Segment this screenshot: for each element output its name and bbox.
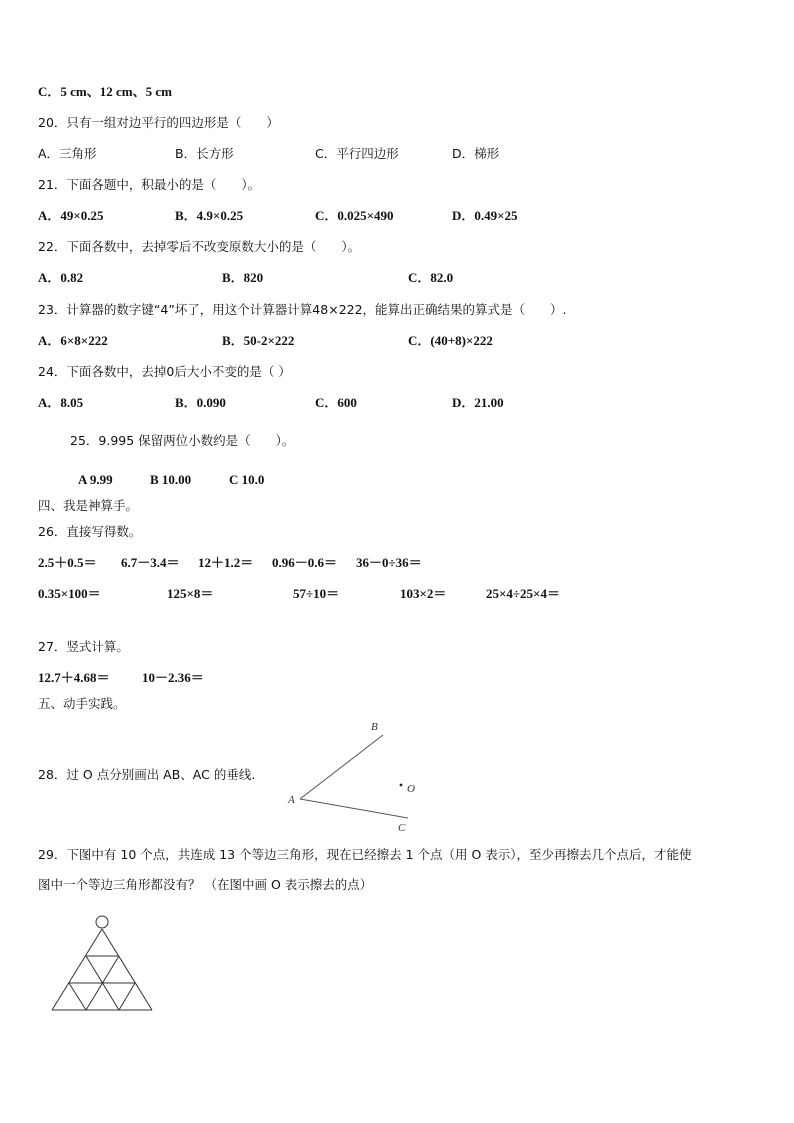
q25-option-c: C 10.0: [229, 472, 265, 487]
q21-option-a: A．49×0.25: [38, 208, 104, 223]
q29-stem-line2: 图中一个等边三角形都没有？ （在图中画 O 表示擦去的点）: [38, 877, 373, 892]
q20-option-b: B．长方形: [175, 146, 234, 161]
q27-expr: 10－2.36＝: [142, 670, 204, 685]
q24-stem: 24．下面各数中，去掉0后大小不变的是（ ）: [38, 364, 291, 379]
q26-expr: 6.7－3.4＝: [121, 555, 180, 570]
q26-expr: 2.5＋0.5＝: [38, 555, 97, 570]
q26-expr: 25×4÷25×4＝: [486, 586, 560, 601]
q21-stem: 21．下面各题中，积最小的是（ ）。: [38, 177, 261, 192]
angle-diagram: [280, 712, 430, 837]
section4-title: 四、我是神算手。: [38, 498, 139, 513]
q26-stem: 26．直接写得数。: [38, 524, 142, 539]
triangle-grid: [48, 912, 160, 1016]
q26-expr: 12＋1.2＝: [198, 555, 254, 570]
q26-expr: 103×2＝: [400, 586, 447, 601]
q24-option-a: A．8.05: [38, 395, 84, 410]
q26-expr: 0.35×100＝: [38, 586, 101, 601]
q24-option-b: B．0.090: [175, 395, 226, 410]
section5-title: 五、动手实践。: [38, 696, 126, 711]
q20-stem: 20．只有一组对边平行的四边形是（ ）: [38, 115, 279, 130]
q21-option-d: D．0.49×25: [452, 208, 518, 223]
q28-stem: 28．过 O 点分别画出 AB、AC 的垂线.: [38, 767, 256, 782]
q22-stem: 22．下面各数中，去掉零后不改变原数大小的是（ ）。: [38, 239, 361, 254]
q22-option-c: C．82.0: [408, 270, 454, 285]
q22-option-a: A．0.82: [38, 270, 84, 285]
q26-expr: 125×8＝: [167, 586, 214, 601]
q23-option-c: C．(40+8)×222: [408, 333, 493, 348]
q26-expr: 57÷10＝: [293, 586, 340, 601]
q21-option-c: C．0.025×490: [315, 208, 394, 223]
label-c: C: [398, 822, 406, 834]
q29-stem-line1: 29．下图中有 10 个点，共连成 13 个等边三角形，现在已经擦去 1 个点（用 O 表示），至少再擦去几个点后，才能使: [38, 847, 692, 862]
label-o: O: [407, 783, 415, 795]
q23-option-a: A．6×8×222: [38, 333, 108, 348]
q27-expr: 12.7＋4.68＝: [38, 670, 110, 685]
q24-option-c: C．600: [315, 395, 357, 410]
ray-ab: [300, 735, 383, 799]
q20-option-d: D．梯形: [452, 146, 500, 161]
q23-option-b: B．50-2×222: [222, 333, 295, 348]
label-a: A: [288, 794, 295, 806]
q25-option-a: A 9.99: [78, 472, 113, 487]
ray-ac: [300, 799, 408, 818]
q22-option-b: B．820: [222, 270, 264, 285]
q27-stem: 27．竖式计算。: [38, 639, 129, 654]
q26-expr: 0.96－0.6＝: [272, 555, 338, 570]
q23-stem: 23．计算器的数字键“4”坏了，用这个计算器计算48×222，能算出正确结果的算式是（ ）.: [38, 302, 567, 317]
q19-option-c: C．5 cm、12 cm、5 cm: [38, 84, 172, 99]
q21-option-b: B．4.9×0.25: [175, 208, 244, 223]
point-o: [400, 784, 403, 787]
q25-stem: 25．9.995 保留两位小数约是（ ）。: [70, 433, 295, 448]
label-b: B: [371, 721, 378, 733]
q26-expr: 36－0÷36＝: [356, 555, 422, 570]
q20-option-c: C．平行四边形: [315, 146, 399, 161]
erased-point-circle: [96, 916, 108, 928]
q24-option-d: D．21.00: [452, 395, 504, 410]
q25-option-b: B 10.00: [150, 472, 192, 487]
q20-option-a: A．三角形: [38, 146, 97, 161]
